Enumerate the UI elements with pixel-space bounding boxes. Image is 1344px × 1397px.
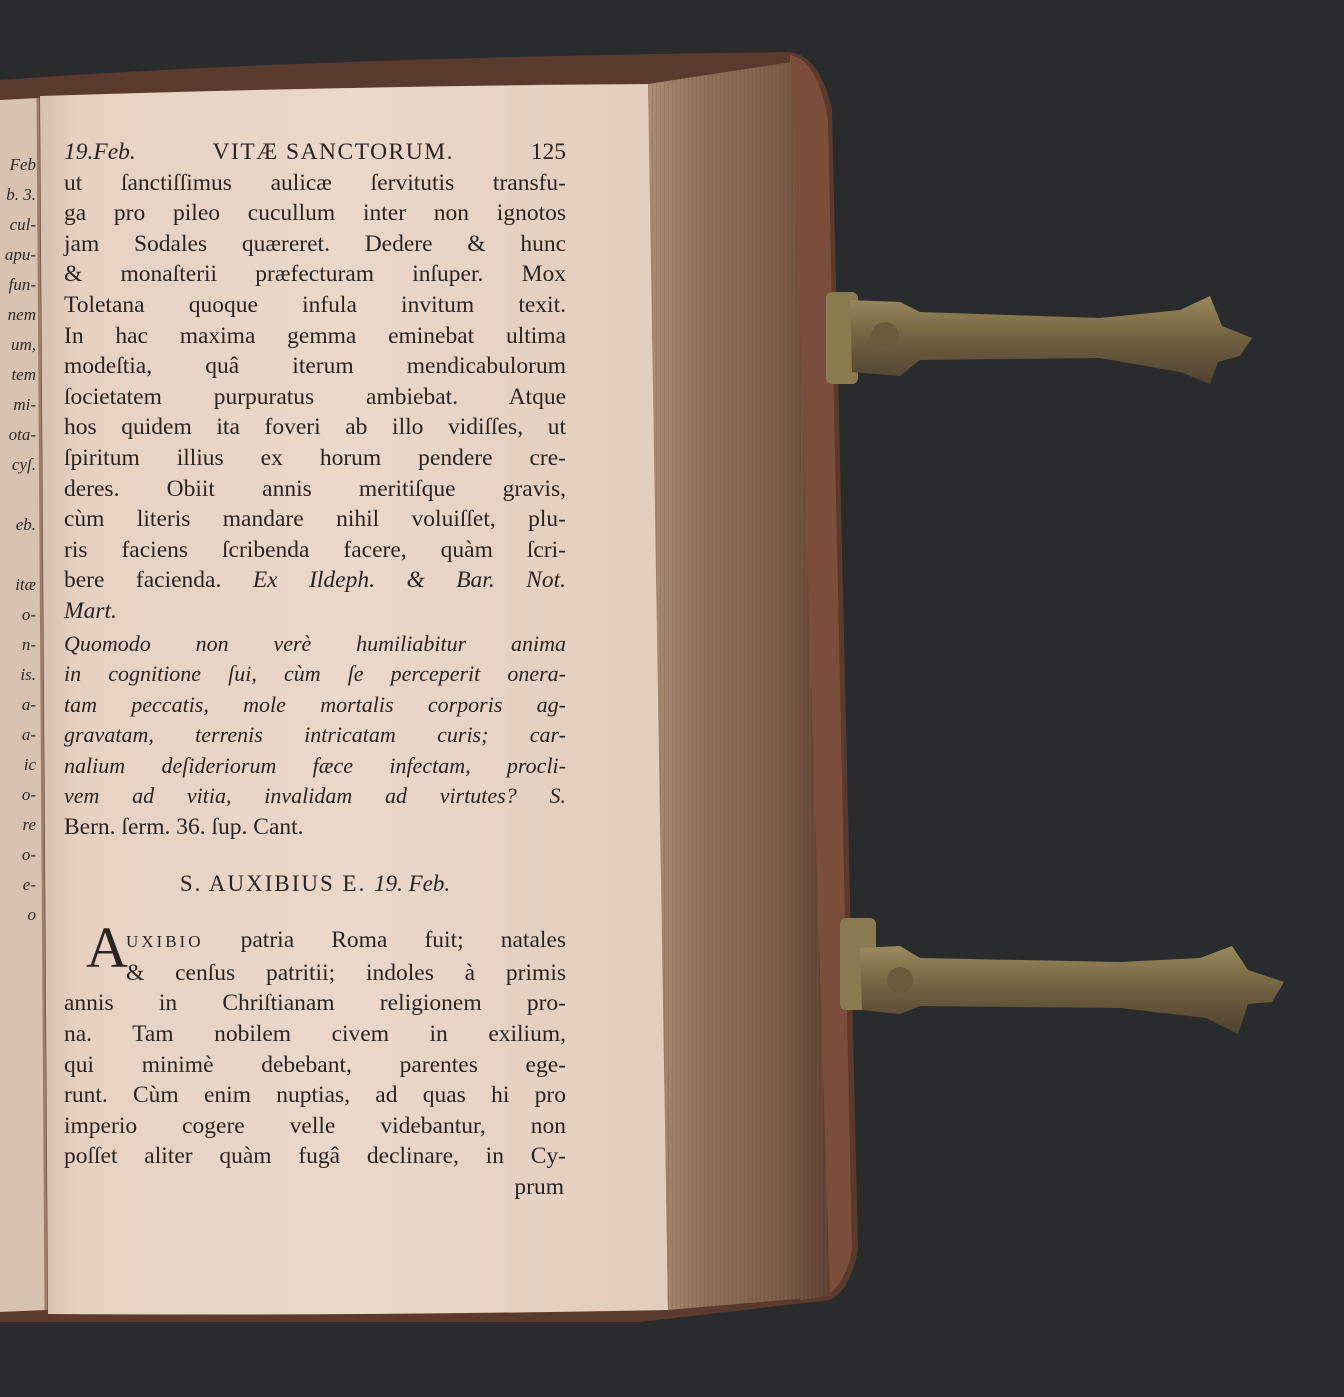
paragraph-1 [64,168,566,566]
facing-page-margin [0,150,40,930]
margin-fragment: cul- [9,215,36,234]
paragraph-1-line: cùm literis mandare nihil voluiſſet, plu- [64,506,566,533]
source-reference: Ex Ildeph. & Bar. Not. [252,567,567,594]
margin-fragment: o [27,905,36,924]
paragraph-1-line: jam Sodales quæreret. Dedere & hunc [64,230,566,257]
margin-fragment: b. 3. [6,185,36,204]
margin-fragment [0,480,40,510]
margin-fragment: o- [21,785,36,804]
paragraph-1-line: In hac maxima gemma eminebat ultima [64,322,566,349]
paragraph-1-line: ſpiritum illius ex horum pendere cre- [64,444,566,471]
quote-citation: Bern. ſerm. 36. ſup. Cant. [64,814,304,841]
para2-line-1 [64,925,566,958]
margin-fragment: cyſ. [11,455,36,474]
margin-fragment [0,540,40,570]
margin-fragment: fun- [8,275,36,294]
margin-fragment: apu- [4,245,36,264]
margin-fragment: n- [21,635,36,654]
paragraph-1-line: Toletana quoque infula invitum texit. [64,291,566,318]
paragraph-1-line: & monaſterii præfecturam inſuper. Mox [64,261,566,288]
margin-fragment: o- [21,605,36,624]
margin-fragment: a- [21,725,36,744]
paragraph-2-line: na. Tam nobilem civem in exilium, [64,1021,566,1048]
paragraph-2 [64,915,567,1202]
header-date: 19.Feb. [64,139,136,165]
drop-cap: A [86,915,128,981]
margin-fragment: eb. [15,515,36,534]
paragraph-1-line: ut ſanctiſſimus aulicæ ſervitutis transfu- [64,169,566,196]
page-number: 125 [530,139,566,165]
margin-fragment: nem [7,305,36,324]
quote-line: Quomodo non verè humiliabitur anima [64,630,566,656]
quote-line: tam peccatis, mole mortalis corporis ag- [64,691,566,717]
margin-fragment: o- [21,845,36,864]
smallcaps-name: UXIBIO [126,932,204,952]
section-date: 19. Feb. [374,870,451,896]
quote-line: gravatam, terrenis intricatam curis; car- [64,722,566,748]
margin-fragment: a- [21,695,36,714]
paragraph-2-line: annis in Chriſtianam religionem pro- [64,990,566,1017]
para2-line-1-rest: patria Roma fuit; natales [240,927,567,954]
margin-fragment: ic [23,755,36,774]
margin-fragment: tem [11,365,36,384]
quote-line: in cognitione ſui, cùm ſe perceperit onera- [64,661,566,687]
paragraph-2-line: runt. Cùm enim nuptias, ad quas hi pro [64,1082,566,1109]
para2-line-2: & cenſus patritii; indoles à primis [126,959,566,986]
page-text [64,137,566,1203]
paragraph-2-line: qui minimè debebant, parentes ege- [64,1051,566,1078]
paragraph-1-line: ſocietatem purpuratus ambiebat. Atque [64,383,566,410]
paragraph-1-line: deres. Obiit annis meritiſque gravis, [64,475,566,502]
quote-line: vem ad vitia, invalidam ad virtutes? S. [64,783,566,809]
paragraph-1-line: ga pro pileo cucullum inter non ignotos [64,200,566,227]
catchword: prum [514,1174,564,1200]
quote-line: nalium deſideriorum fæce infectam, procli- [64,752,566,778]
paragraph-2-line: poſſet aliter quàm fugâ declinare, in Cy- [64,1143,566,1170]
running-header [64,137,566,168]
margin-fragment: Feb [9,155,36,174]
running-title: VITÆ SANCTORUM. [212,139,454,165]
margin-fragment: e- [22,875,36,894]
section-title: S. AUXIBIUS E. [179,870,367,896]
source-line [64,565,566,596]
margin-fragment: re [22,815,36,834]
section-heading [64,869,566,900]
source-line-start: bere facienda. [64,567,222,594]
paragraph-1-line: ris faciens ſcribenda facere, quàm ſcri- [64,536,566,563]
margin-fragment: um, [10,335,36,354]
paragraph-1-line: hos quidem ita foveri ab illo vidiſſes, ut [64,414,566,441]
source-line-end: Mart. [64,597,117,624]
quotation [64,629,566,813]
margin-fragment: itæ [15,575,36,594]
paragraph-2-line: imperio cogere velle videbantur, non [64,1112,566,1139]
margin-fragment: mi- [13,395,36,414]
paragraph-1-line: modeſtia, quâ iterum mendicabulorum [64,353,566,380]
margin-fragment: ota- [8,425,36,444]
margin-fragment: is. [20,665,36,684]
